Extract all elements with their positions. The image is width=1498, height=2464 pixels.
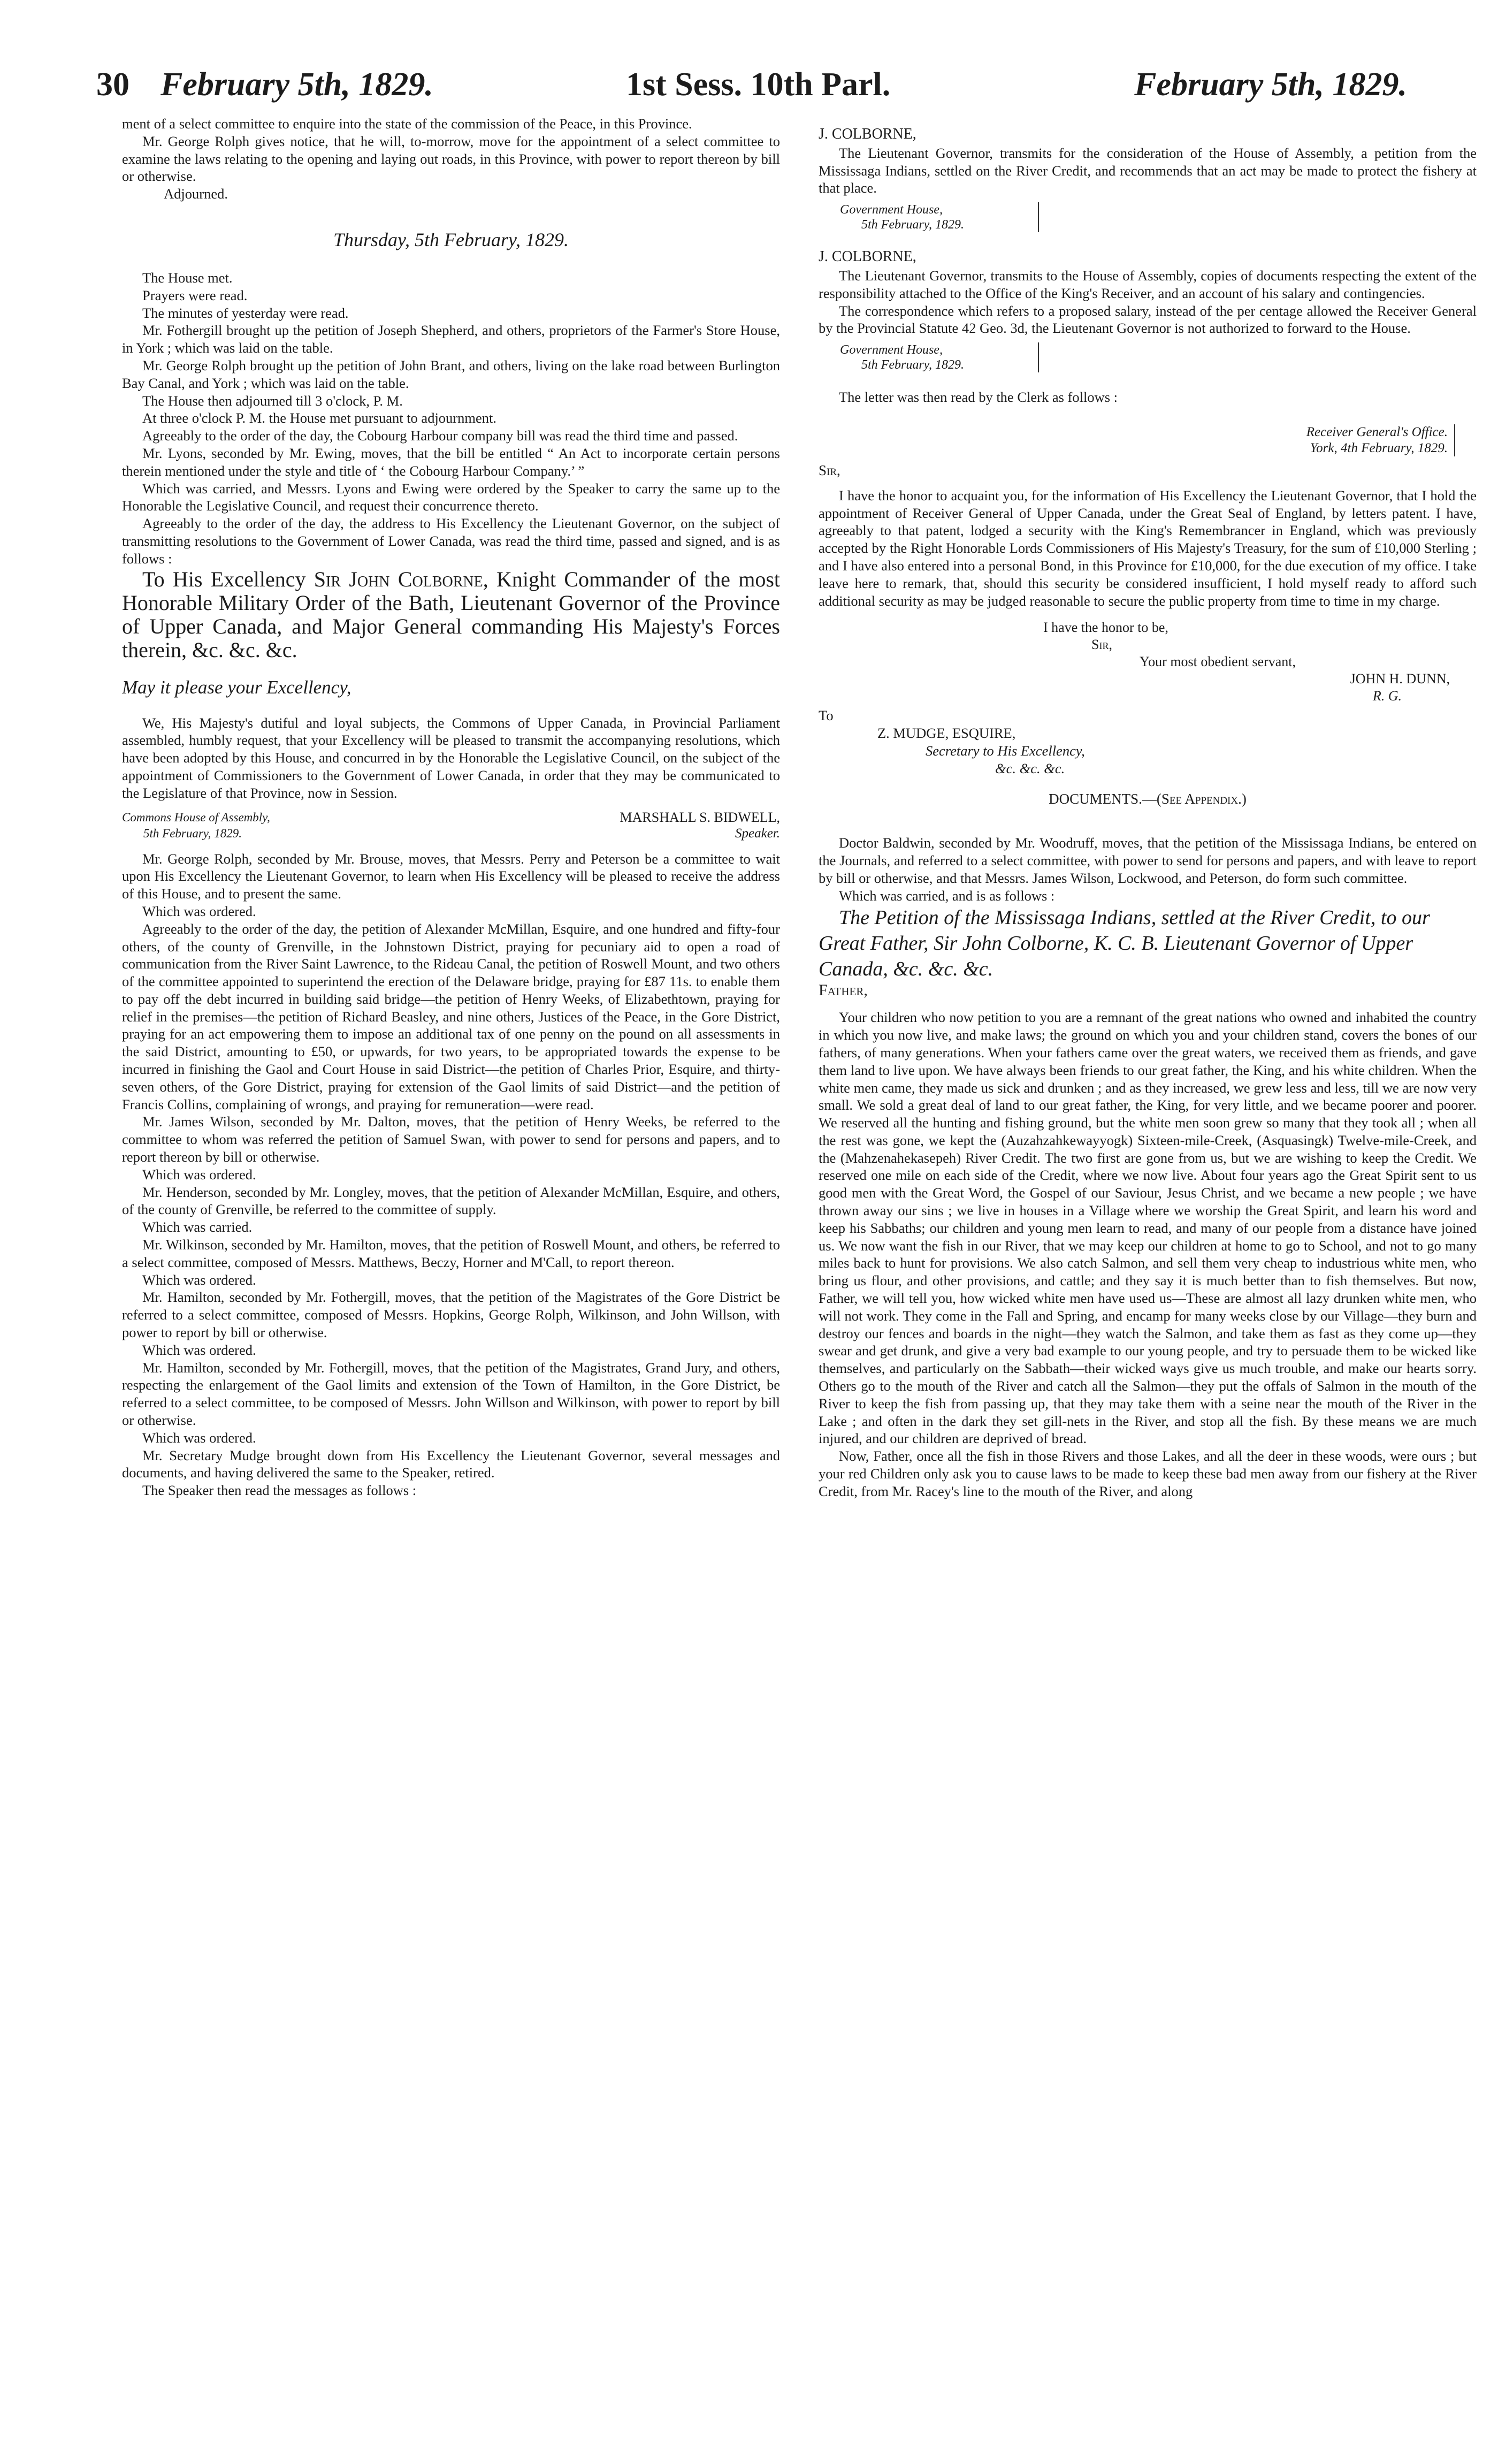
letter-addressee xyxy=(819,707,1477,777)
paragraph: Mr. James Wilson, seconded by Mr. Dalton, moves, that the petition of Henry Weeks, be referred to the committee to whom was referred the petition of Samuel Swan, with power to send for persons and papers, and to report thereon by bill or otherwise. xyxy=(122,1113,780,1165)
paragraph: Which was carried, and is as follows : xyxy=(839,887,1055,904)
paragraph: Mr. Lyons, seconded by Mr. Ewing, moves, that the bill be entitled “ An Act to incorporate certain persons therein mentioned under the style and title of ‘ the Cobourg Harbour Company.’ ” xyxy=(122,445,780,479)
signature-place-line: 5th February, 1829. xyxy=(143,826,242,840)
signature-block xyxy=(122,810,780,842)
header-session: 1st Sess. 10th Parl. xyxy=(626,66,891,103)
letter-dateline xyxy=(1097,424,1455,456)
closing-line: I have the honor to be, xyxy=(1043,620,1168,636)
paragraph: Which was ordered. xyxy=(142,1341,256,1358)
signature-place xyxy=(122,810,270,842)
paragraph: ment of a select committee to enquire into the state of the commission of the Peace, in this Province. xyxy=(122,116,692,132)
addressee-etc: &c. &c. &c. xyxy=(995,760,1065,776)
dateline-place: Government House, xyxy=(840,343,943,357)
paragraph: The House met. xyxy=(142,269,233,286)
message-paragraph: The Lieutenant Governor, transmits to the House of Assembly, copies of documents respecting the extent of the responsibility attached to the Office of the King's Receiver, and an account of his salary and contingencies. xyxy=(819,267,1477,301)
paragraph: Mr. Wilkinson, seconded by Mr. Hamilton, moves, that the petition of Roswell Mount, and others, be referred to a select committee, composed of Messrs. Matthews, Beczy, Horner and M'Call, to report thereon. xyxy=(122,1237,780,1270)
signature-title: Speaker. xyxy=(735,826,780,841)
petition-title: The Petition of the Mississaga Indians, settled at the River Credit, to our Great Father, Sir John Colborne, K. C. B. Lieutenant Governor of Upper Canada, &c. &c. &c. xyxy=(819,906,1430,980)
paragraph: Which was carried, and Messrs. Lyons and Ewing were ordered by the Speaker to carry the same up to the Honorable the Legislative Council, and request their concurrence thereto. xyxy=(122,480,780,514)
signature-place-line: Commons House of Assembly, xyxy=(122,810,270,824)
paragraph: Mr. Fothergill brought up the petition of Joseph Shepherd, and others, proprietors of the Farmer's Store House, in York ; which was laid on the table. xyxy=(122,322,780,356)
salutation: May it please your Excellency, xyxy=(122,676,351,698)
paragraph: Which was ordered. xyxy=(142,1166,256,1183)
paragraph: Agreeably to the order of the day, the address to His Excellency the Lieutenant Governor, on the subject of transmitting resolutions to the Government of Lower Canada, was read the third time, passed and signed, and is as follows : xyxy=(122,515,780,567)
paragraph: At three o'clock P. M. the House met pursuant to adjournment. xyxy=(142,410,496,426)
paragraph: The House then adjourned till 3 o'clock, P. M. xyxy=(142,392,403,409)
closing-line: Sir, xyxy=(1091,637,1112,653)
documents-note xyxy=(819,790,1477,808)
paragraph: Mr. George Rolph, seconded by Mr. Brouse, moves, that Messrs. Perry and Peterson be a committee to wait upon His Excellency the Lieutenant Governor, to learn when His Excellency will be pleased to receive the address of this House, and to present the same. xyxy=(122,850,780,902)
header-left-date: February 5th, 1829. xyxy=(160,66,433,103)
paragraph: Mr. Secretary Mudge brought down from His Excellency the Lieutenant Governor, several messages and documents, and having delivered the same to the Speaker, retired. xyxy=(122,1447,780,1481)
paragraph: Mr. Hamilton, seconded by Mr. Fothergill, moves, that the petition of the Magistrates, Grand Jury, and others, respecting the enlargement of the Gaol limits and extension of the Town of Hamilton, in the Gore District, be referred to a select committee, to be composed of Messrs. John Willson and Wilkinson, with power to report by bill or otherwise. xyxy=(122,1359,780,1429)
letter-salutation: Sir, xyxy=(819,462,840,478)
paragraph: Mr. George Rolph gives notice, that he will, to-morrow, move for the appointment of a select committee to examine the laws relating to the opening and laying out roads, in this Province, with power to report thereon by bill or otherwise. xyxy=(122,133,780,185)
petition-salutation: Father, xyxy=(819,981,868,999)
left-column xyxy=(122,115,780,2437)
page-number: 30 xyxy=(96,66,129,103)
date-heading: Thursday, 5th February, 1829. xyxy=(333,228,569,250)
paragraph: Mr. Henderson, seconded by Mr. Longley, moves, that the petition of Alexander McMillan, Esquire, and others, of the county of Grenville, be referred to the committee of supply. xyxy=(122,1184,780,1218)
paragraph: Agreeably to the order of the day, the Cobourg Harbour company bill was read the third time and passed. xyxy=(142,428,738,444)
dateline-date: 5th February, 1829. xyxy=(861,358,964,372)
letter-date: York, 4th February, 1829. xyxy=(1310,440,1448,455)
letter-closing xyxy=(819,619,1477,705)
dateline-date: 5th February, 1829. xyxy=(861,218,964,232)
adjourned-line: Adjourned. xyxy=(164,186,228,202)
governor-signature: J. COLBORNE, xyxy=(819,126,916,142)
paragraph: The Speaker then read the messages as follows : xyxy=(142,1482,417,1499)
message-paragraph: The correspondence which refers to a proposed salary, instead of the per centage allowed the Receiver General by the Provincial Statute 42 Geo. 3d, the Lieutenant Governor is not authorized to forward to the House. xyxy=(819,302,1477,337)
closing-signature: JOHN H. DUNN, xyxy=(1350,671,1450,687)
address-rest: , Knight Commander of the most Honorable Military Order of the Bath, Lieutenant Governor of the Province of Upper Canada, and Major General commanding His Majesty's Forces therein, &c. &c. &c. xyxy=(122,567,780,662)
paragraph: Agreeably to the order of the day, the petition of Alexander McMillan, Esquire, and one hundred and fifty-four others, of the county of Grenville, in the Johnstown District, praying for pecuniary aid to open a road of communication from the River Saint Lawrence, to the Rideau Canal, the petition of Roswell Mount, and two others of the committee appointed to superintend the erection of the Delaware bridge, praying for £87 11s. to enable them to pay off the debt incurred in building said bridge—the petition of Henry Weeks, of Elizabethtown, praying for relief in the premises—the petition of Richard Beasley, and nine others, Justices of the Peace, in the Gore District, praying for an act empowering them to impose an additional tax of one penny on the pound on all assessments in the said District, amounting to £50, or upwards, for two years, to be appropriated towards the expense to be incurred in finishing the Gaol and Court House in said District—the petition of Charles Prior, Esquire, and thirty-seven others, of the Gore District, praying for extension of the Gaol limits of said District—and the petition of Francis Collins, complaining of wrongs, and praying for remuneration—were read. xyxy=(122,920,780,1112)
documents-label: DOCUMENTS.—( xyxy=(1049,790,1161,807)
paragraph: Mr. Hamilton, seconded by Mr. Fothergill, moves, that the petition of the Magistrates of the Gore District be referred to a select committee, composed of Messrs. Hopkins, George Rolph, Wilkinson, and John Willson, with power to report by bill or otherwise. xyxy=(122,1289,780,1341)
closing-title: R. G. xyxy=(1372,688,1402,704)
right-column xyxy=(819,115,1477,2437)
address-name: Sir John Colborne xyxy=(314,567,483,591)
addressee-to: To xyxy=(819,707,834,724)
paragraph: We, His Majesty's dutiful and loyal subjects, the Commons of Upper Canada, in Provincial Parliament assembled, humbly request, that your Excellency will be pleased to transmit the accompanying resolutions, which have been adopted by this House, and concurred in by the Honorable the Legislative Council, on the subject of the appointment of Commissioners to the Government of Lower Canada, in order that they may be communicated to the Legislature of that Province, now in Session. xyxy=(122,714,780,801)
paragraph: Doctor Baldwin, seconded by Mr. Woodruff, moves, that the petition of the Mississaga Indians, be entered on the Journals, and referred to a select committee, with power to send for persons and papers, and with leave to report by bill or otherwise, and that Messrs. James Wilson, Lockwood, and Peterson, do form such committee. xyxy=(819,835,1477,886)
closing-line: Your most obedient servant, xyxy=(1140,654,1296,670)
paragraph: Which was ordered. xyxy=(142,903,256,919)
petition-paragraph: Now, Father, once all the fish in those Rivers and those Lakes, and all the deer in these woods, were ours ; but your red Children only ask you to cause laws to be made to keep these bad men away from our fishery at the River Credit, from Mr. Racey's line to the mouth of the River, and along xyxy=(819,1448,1477,1499)
petition-paragraph: Your children who now petition to you are a remnant of the great nations who owned and inhabited the country in which you now live, and make laws; the ground on which you and your children stand, covers the bones of our fathers, of many generations. When your fathers came over the great waters, we received them as friends, and gave them land to live upon. We have always been friends to our great father, the King, and his white children. When the white men came, they made us sick and drunken ; and as they increased, we grew less and less, till we are now very small. We sold a great deal of land to our great father, the King, for very little, and we became poorer and poorer. We reserved all the hunting and fishing ground, but the white men soon grew so many that they took all ; when all the rest was gone, we kept the (Auzahzahkewayyogk) Sixteen-mile-Creek, (Asquasingk) Twelve-mile-Creek, and the (Mahzenahekasepeh) River Credit. The two first are gone from us, but we are wishing to keep the Credit. We reserved one mile on each side of the Credit, where we now live. About four years ago the Great Spirit sent to us good men with the Great Word, the Gospel of our Saviour, Jesus Christ, and we became a new people ; we have thrown away our sins ; we live in houses in a Village where we worship the Great Spirit, and learn his word and keep his Sabbaths; our children and young men learn to read, and many of our people from a distance have joined us. We now want the fish in our River, that we may keep our children at home to go to School, and not to go many miles back to hunt for provisions. We also catch Salmon, and sell them very cheap to industrious white men, who bring us flour, and other provisions, and cattle; and they say it is much better than to fish themselves. But now, Father, we will tell you, how wicked white men have used us—These are almost all lazy drunken white men, who will not work. They come in the Fall and Spring, and encamp for many weeks close by our Village—they burn and destroy our fences and boards in the night—they watch the Salmon, and take them as fast as they come up—they swear and get drunk, and give a very bad example to our young people, and try to persuade them to be wicked like themselves, and particularly on the Sabbath—their wicked ways give us much trouble, and make our hearts sorry. Others go to the mouth of the River and catch all the Salmon—they put the offals of Salmon in the mouth of the River to keep the fish from passing up, that they may take them with a seine near the mouth of the River in the Lake ; and often in the dark they set gill-nets in the River, and stop all the fish. By these means we are much injured, and our children are deprived of bread. xyxy=(819,1009,1477,1447)
addressee-name: Z. MUDGE, ESQUIRE, xyxy=(877,725,1016,742)
dateline-place: Government House, xyxy=(840,203,943,217)
letter-office: Receiver General's Office. xyxy=(1306,424,1448,439)
see-appendix: See Appendix. xyxy=(1161,790,1242,807)
paragraph: Which was carried. xyxy=(142,1219,253,1235)
signature-person xyxy=(620,810,780,842)
signature-name: MARSHALL S. BIDWELL, xyxy=(620,809,780,825)
address-to: To His Excellency xyxy=(142,567,306,591)
page-header xyxy=(96,63,1407,111)
paragraph: The minutes of yesterday were read. xyxy=(142,304,349,321)
header-right-date: February 5th, 1829. xyxy=(1134,66,1407,103)
addressee-title: Secretary to His Excellency, xyxy=(926,742,1085,759)
governor-signature: J. COLBORNE, xyxy=(819,248,916,265)
message-paragraph: The Lieutenant Governor, transmits for the consideration of the House of Assembly, a petition from the Mississaga Indians, settled on the River Credit, and recommends that an act may be made to protect the fishery at that place. xyxy=(819,144,1477,196)
government-house-dateline xyxy=(840,202,1039,232)
documents-close: ) xyxy=(1241,790,1247,807)
paragraph: Mr. George Rolph brought up the petition of John Brant, and others, living on the lake road between Burlington Bay Canal, and York ; which was laid on the table. xyxy=(122,357,780,391)
paragraph: Prayers were read. xyxy=(142,287,248,303)
letter-intro: The letter was then read by the Clerk as follows : xyxy=(839,389,1118,406)
address-heading xyxy=(122,568,780,662)
letter-body: I have the honor to acquaint you, for the information of His Excellency the Lieutenant Governor, that I hold the appointment of Receiver General of Upper Canada, under the Great Seal of England, by letters patent. I have, agreeably to that patent, lodged a security with the King's Remembrancer in England, which was previously accepted by the Right Honorable Lords Commissioners of His Majesty's Treasury, for the sum of £10,000 Sterling ; and I have also entered into a personal Bond, in this Province for £10,000, for the due execution of my office. I take leave here to remark, that, should this security be considered insufficient, I hold myself ready to afford such additional security as may be judged reasonable to secure the public property from time to time in my charge. xyxy=(819,487,1477,609)
paragraph: Which was ordered. xyxy=(142,1271,256,1288)
paragraph: Which was ordered. xyxy=(142,1429,256,1446)
government-house-dateline xyxy=(840,342,1039,372)
